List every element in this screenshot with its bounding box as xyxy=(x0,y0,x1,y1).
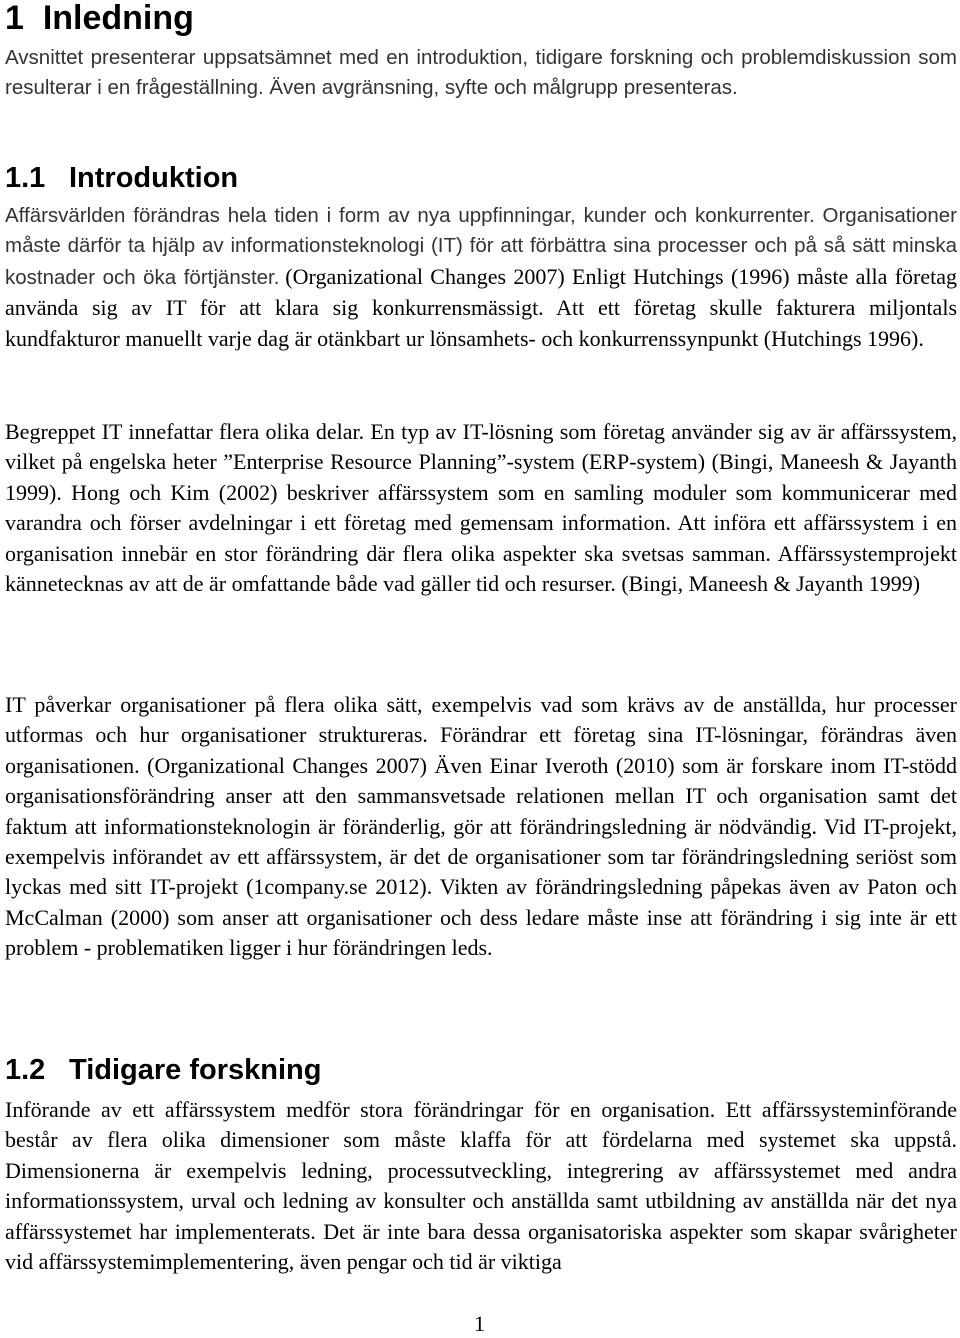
paragraph-introduction xyxy=(5,201,957,354)
section-heading-1-1 xyxy=(5,160,238,196)
section-number: 1.2 xyxy=(5,1054,46,1086)
paragraph-introduction-sans-part: Affärsvärlden förändras hela tiden i form av nya uppfinningar, kunder och konkurrenter. Organisationer måste därför ta hjälp av informationsteknologi (IT) för att förbättra sina processer och på så sätt minska kostnader och öka förtjänster. xyxy=(5,204,957,289)
section-title: Introduktion xyxy=(69,162,239,194)
section-title: Tidigare forskning xyxy=(69,1054,322,1086)
chapter-number: 1 xyxy=(5,0,24,37)
chapter-title: Inledning xyxy=(42,0,194,37)
section-heading-1-2 xyxy=(5,1052,321,1088)
paragraph-it-concept: Begreppet IT innefattar flera olika delar. En typ av IT-lösning som företag använder sig av är affärssystem, vilket på engelska heter ”Enterprise Resource Planning”-system (ERP-system) (Bingi, Maneesh & Jayanth 1999). Hong och Kim (2002) beskriver affärssystem som en samling moduler som kommunicerar med varandra och förser avdelningar i ett företag med gemensam information. Att införa ett affärssystem i en organisation innebär en stor förändring där flera olika aspekter ska svetsas samman. Affärssystemprojekt kännetecknas av att de är omfattande både vad gäller tid och resurser. (Bingi, Maneesh & Jayanth 1999) xyxy=(5,419,957,597)
paragraph-introduction-serif-part: (Organizational Changes 2007) Enligt Hutchings (1996) måste alla företag använda sig av IT för att klara sig konkurrensmässigt. Att ett företag skulle fakturera miljontals kundfakturor manuellt varje dag är otänkbart ur lönsamhets- och konkurrenssynpunkt (Hutchings 1996). xyxy=(5,263,957,351)
intro-paragraph: Avsnittet presenterar uppsatsämnet med en introduktion, tidigare forskning och problemdiskussion som resulterar i en frågeställning. Även avgränsning, syfte och målgrupp presenteras. xyxy=(5,46,957,100)
paragraph-previous-research: Införande av ett affärssystem medför stora förändringar för en organisation. Ett affärssysteminförande består av flera olika dimensioner som måste klaffa för att fördelarna med systemet ska uppstå. Dimensionerna är exempelvis ledning, processutveckling, integrering av affärssystemet med andra informationssystem, urval och ledning av konsulter och anställda samt utbildning av anställda när det nya affärssystemet har implementerats. Det är inte bara dessa organisatoriska aspekter som skapar svårigheter vid affärssystemimplementering, även pengar och tid är viktiga xyxy=(5,1097,957,1275)
section-number: 1.1 xyxy=(5,162,46,194)
page-number: 1 xyxy=(474,1311,485,1336)
paragraph-it-impact: IT påverkar organisationer på flera olika sätt, exempelvis vad som krävs av de anställda, hur processer utformas och hur organisationer struktureras. Förändrar ett företag sina IT-lösningar, förändras även organisationen. (Organizational Changes 2007) Även Einar Iveroth (2010) som är forskare inom IT-stödd organisationsförändring anser att den sammansvetsade relationen mellan IT och organisation samt det faktum att informationsteknologin är föränderlig, gör att förändringsledning är nödvändig. Vid IT-projekt, exempelvis införandet av ett affärssystem, är det de organisationer som tar förändringsledning seriöst som lyckas med sitt IT-projekt (1company.se 2012). Vikten av förändringsledning påpekas även av Paton och McCalman (2000) som anser att organisationer och dess ledare måste inse att förändring i sig inte är ett problem - problematiken ligger i hur förändringen leds. xyxy=(5,692,957,961)
chapter-heading xyxy=(5,0,194,38)
